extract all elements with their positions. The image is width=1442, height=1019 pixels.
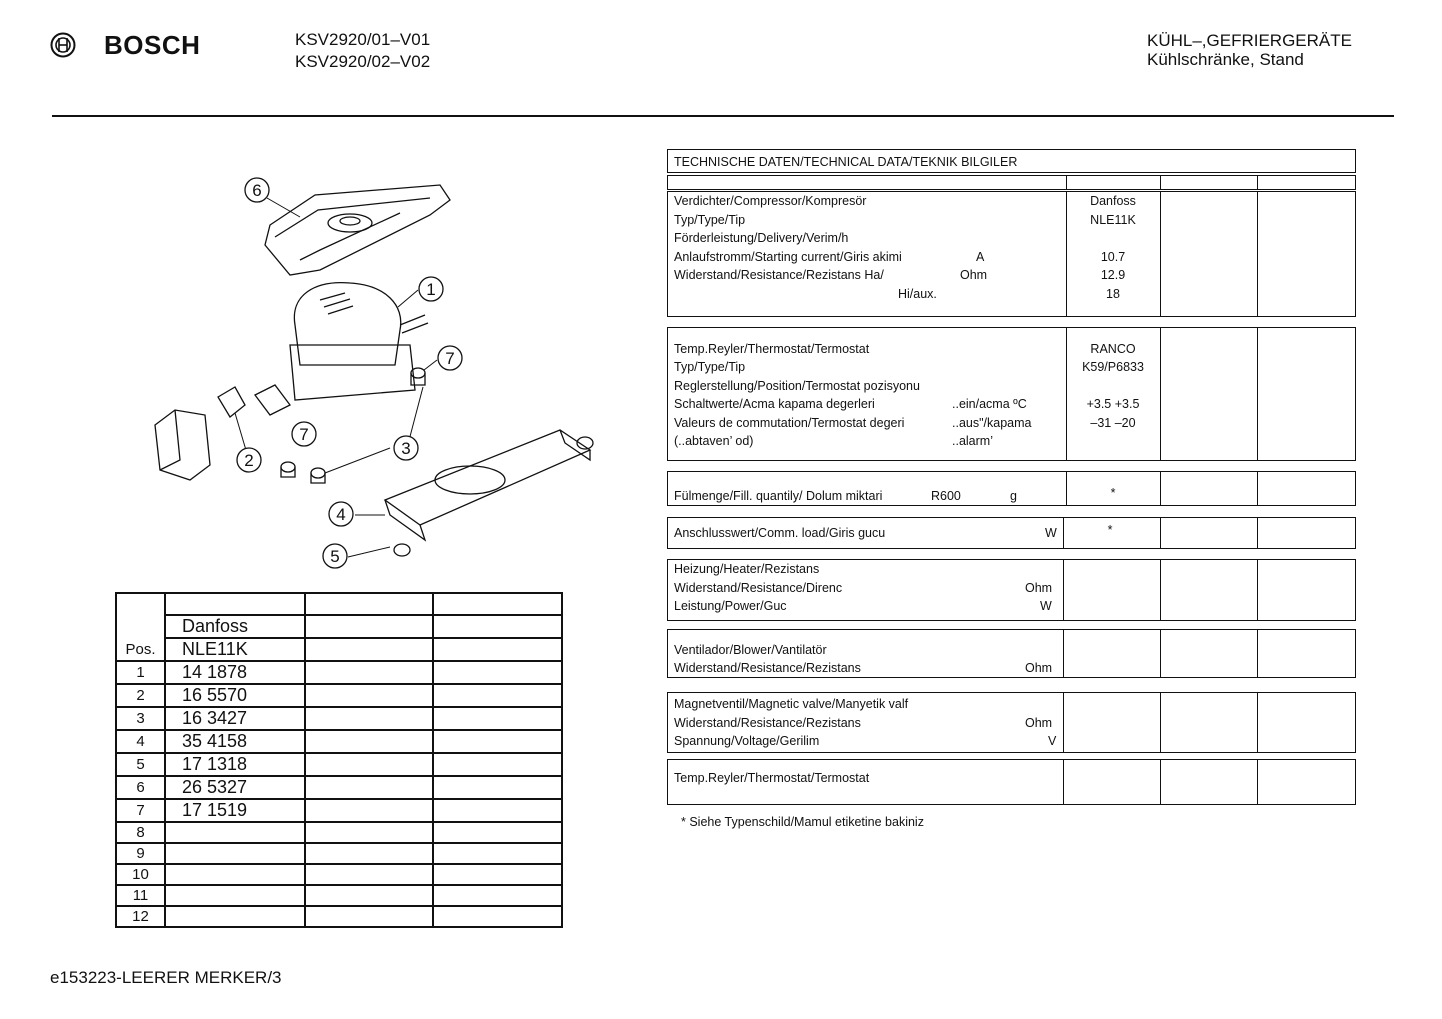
exploded-parts-diagram <box>140 165 620 585</box>
table-row: 4 35 4158 <box>116 730 562 753</box>
type-header: NLE11K <box>165 638 305 661</box>
compressor-block: Verdichter/Compressor/Kompresör Typ/Type/Tip Förderleistung/Delivery/Verim/h Anlaufstromm/Starting current/Giris akimi A Widerstand/Resistance/Rezistans Ha/ Ohm Hi/aux. Danfoss NLE11K 10.7 12.9 18 <box>667 191 1356 317</box>
magnetic-valve-block: Magnetventil/Magnetic valve/Manyetik valf Widerstand/Resistance/Rezistans Ohm Spannung/Voltage/Gerilim V <box>667 692 1356 753</box>
table-row: 6 26 5327 <box>116 776 562 799</box>
table-row: 2 16 5570 <box>116 684 562 707</box>
callout-7a: 7 <box>445 349 455 368</box>
table-row: 11 <box>116 885 562 906</box>
parts-table <box>115 592 563 928</box>
brand-header: Danfoss <box>165 615 305 638</box>
thermostat2-block: Temp.Reyler/Thermostat/Termostat <box>667 759 1356 805</box>
callout-2: 2 <box>244 451 254 470</box>
tech-header-row <box>667 175 1356 190</box>
tech-title: TECHNISCHE DATEN/TECHNICAL DATA/TEKNIK BILGILER <box>674 155 1018 169</box>
blower-block: Ventilador/Blower/Vantilatör Widerstand/Resistance/Rezistans Ohm <box>667 629 1356 678</box>
table-row: 1 14 1878 <box>116 661 562 684</box>
category-title: KÜHL–,GEFRIERGERÄTE <box>1147 31 1352 50</box>
model-number-2: KSV2920/02–V02 <box>295 52 431 71</box>
heater-block: Heizung/Heater/Rezistans Widerstand/Resistance/Direnc Ohm Leistung/Power/Guc W <box>667 559 1356 621</box>
table-row: 5 17 1318 <box>116 753 562 776</box>
category-subtitle: Kühlschränke, Stand <box>1147 50 1304 69</box>
fill-quantity-block: Fülmenge/Fill. quantily/ Dolum miktari R600 g * <box>667 471 1356 506</box>
table-row: 9 <box>116 843 562 864</box>
footnote: * Siehe Typenschild/Mamul etiketine bakiniz <box>681 815 924 829</box>
table-row: 3 16 3427 <box>116 707 562 730</box>
callout-6: 6 <box>252 181 262 200</box>
pos-header: Pos. <box>116 593 165 661</box>
model-number-1: KSV2920/01–V01 <box>295 30 431 49</box>
table-row: 12 <box>116 906 562 927</box>
thermostat-block: Temp.Reyler/Thermostat/Termostat Typ/Type/Tip Reglerstellung/Position/Termostat pozisyonu Schaltwerte/Acma kapama degerleri ..ein/acma ºC Valeurs de commutation/Termostat degeri ..aus"/kapama (..abtaven’ od) ..alarm’ RANCO K59/P6833 +3.5 +3.5 –31 –20 <box>667 327 1356 461</box>
callout-5: 5 <box>330 547 340 566</box>
relay-box-shape <box>155 410 210 480</box>
compressor-shape <box>294 283 400 365</box>
comm-load-block: Anschlusswert/Comm. load/Giris gucu W * <box>667 517 1356 549</box>
callout-4: 4 <box>336 505 346 524</box>
brand-name: BOSCH <box>104 30 201 60</box>
document-id: e153223-LEERER MERKER/3 <box>50 968 282 987</box>
callout-1: 1 <box>426 280 436 299</box>
callout-7b: 7 <box>299 425 309 444</box>
bosch-logo-icon <box>50 32 76 58</box>
table-row: 8 <box>116 822 562 843</box>
table-row: 7 17 1519 <box>116 799 562 822</box>
callout-3: 3 <box>401 439 411 458</box>
header-divider <box>52 115 1394 117</box>
table-row: 10 <box>116 864 562 885</box>
tech-title-box <box>667 149 1356 173</box>
